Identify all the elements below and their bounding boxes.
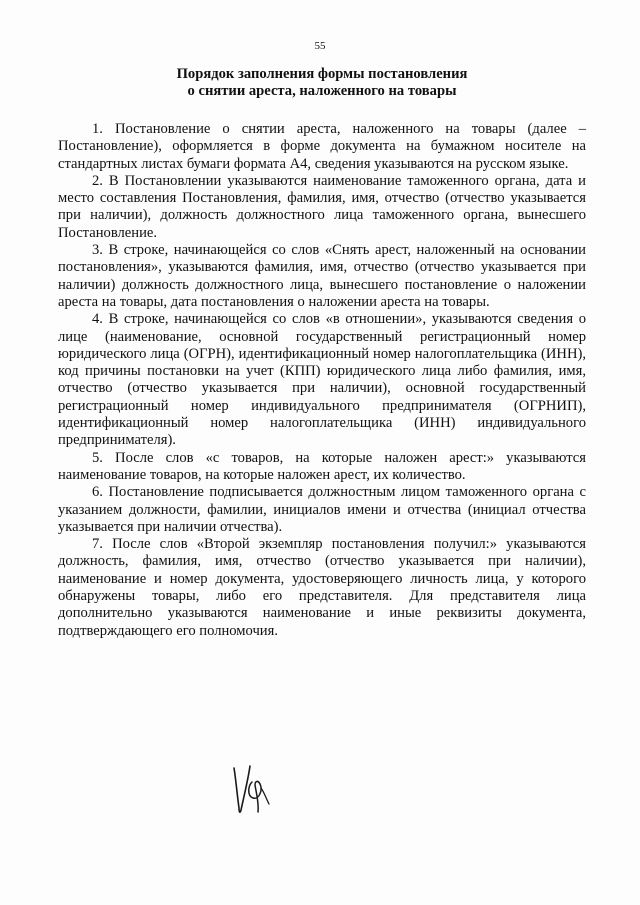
title-line-2: о снятии ареста, наложенного на товары: [187, 83, 457, 99]
paragraph-3: 3. В строке, начинающейся со слов «Снять арест, наложенный на основании постановления», указываются фамилия, имя, отчество (отчество указывается при наличии) должность должностного лица, вынесшего постановление о наложении ареста на товары, дата постановления о наложении ареста на товары.: [58, 242, 586, 310]
paragraph-2: 2. В Постановлении указываются наименование таможенного органа, дата и место составления Постановления, фамилия, имя, отчество (отчество указывается при наличии), должность должностного лица таможенного органа, вынесшего Постановление.: [58, 172, 586, 241]
page-number: 55: [314, 40, 326, 52]
document-body: [58, 121, 586, 640]
handwritten-signature: [228, 758, 272, 816]
paragraph-5: 5. После слов «с товаров, на которые наложен арест:» указываются наименование товаров, на которые наложен арест, их количество.: [58, 449, 586, 483]
document-title: [58, 66, 586, 100]
paragraph-4: 4. В строке, начинающейся со слов «в отношении», указываются сведения о лице (наименование, основной государственный регистрационный номер юридического лица (ОГРН), идентификационный номер налогоплательщика (ИНН), код причины постановки на учет (КПП) юридического лица либо фамилия, имя, отчество (отчество указывается при наличии), основной государственный регистрационный номер индивидуального предпринимателя (ОГРНИП), идентификационный номер налогоплательщика (ИНН) индивидуального предпринимателя).: [58, 311, 586, 449]
title-line-1: Порядок заполнения формы постановления: [176, 66, 468, 82]
paragraph-7: 7. После слов «Второй экземпляр постановления получил:» указываются должность, фамилия, имя, отчество (отчество указывается при наличии), наименование и номер документа, удостоверяющего личность лица, у которого обнаружены товары, либо его представителя. Для представителя лица дополнительно указываются наименование и иные реквизиты документа, подтверждающего его полномочия.: [58, 536, 586, 639]
paragraph-6: 6. Постановление подписывается должностным лицом таможенного органа с указанием должности, фамилии, инициалов имени и отчества (инициал отчества указывается при наличии отчества).: [58, 484, 586, 535]
paragraph-1: 1. Постановление о снятии ареста, наложенного на товары (далее – Постановление), оформляется в форме документа на бумажном носителе на стандартных листах бумаги формата А4, сведения указываются на русском языке.: [58, 121, 586, 172]
